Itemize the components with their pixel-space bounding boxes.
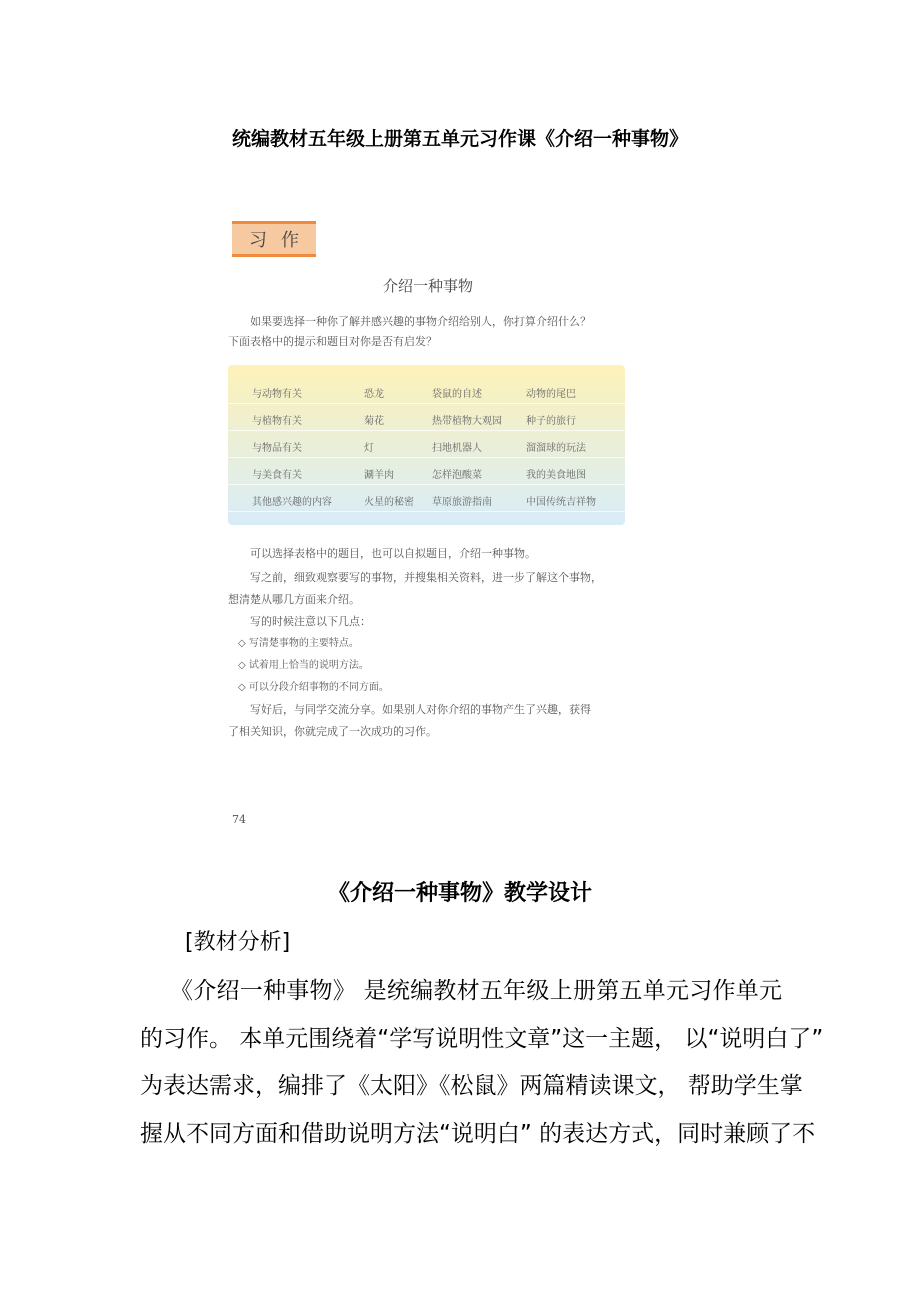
- textbook-intro-line: 如果要选择一种你了解并感兴趣的事物介绍给别人，你打算介绍什么？: [250, 315, 591, 328]
- body-line: 《介绍一种事物》 是统编教材五年级上册第五单元习作单元: [170, 978, 782, 1004]
- textbook-paragraph-line: 想清楚从哪几方面来介绍。: [228, 593, 360, 606]
- table-cell: 动物的尾巴: [526, 389, 576, 400]
- table-cell: 扫地机器人: [432, 443, 482, 454]
- table-row: [228, 485, 625, 512]
- textbook-title: 介绍一种事物: [382, 277, 473, 295]
- table-cell: 草原旅游指南: [432, 497, 492, 508]
- table-cell: 中国传统吉祥物: [526, 497, 596, 508]
- table-row: [228, 404, 625, 431]
- table-cell: 恐龙: [364, 389, 384, 400]
- textbook-paragraph-line: 写好后，与同学交流分享。如果别人对你介绍的事物产生了兴趣，获得: [250, 703, 591, 716]
- table-cell: 其他感兴趣的内容: [252, 497, 332, 508]
- section-heading: [教材分析]: [185, 930, 291, 955]
- table-cell: 溜溜球的玩法: [526, 443, 586, 454]
- textbook-paragraph-line: 可以选择表格中的题目，也可以自拟题目，介绍一种事物。: [250, 547, 536, 560]
- table-row: [228, 377, 625, 404]
- table-cell: 袋鼠的自述: [432, 389, 482, 400]
- table-cell: 怎样泡酸菜: [432, 470, 482, 481]
- table-cell: 种子的旅行: [526, 416, 576, 427]
- table-cell: 热带植物大观园: [432, 416, 502, 427]
- document-title: 统编教材五年级上册第五单元习作课《介绍一种事物》: [231, 128, 688, 150]
- body-line: 的习作。 本单元围绕着“学写说明性文章”这一主题， 以“说明白了”: [140, 1025, 824, 1052]
- table-cell: 菊花: [364, 416, 384, 427]
- textbook-paragraph-line: ◇ 试着用上恰当的说明方法。: [238, 660, 369, 671]
- topic-table: [228, 365, 625, 525]
- textbook-paragraph-line: ◇ 写清楚事物的主要特点。: [238, 638, 359, 649]
- table-cell: 与美食有关: [252, 470, 302, 481]
- textbook-paragraph-line: 了相关知识，你就完成了一次成功的习作。: [228, 725, 437, 738]
- table-cell: 我的美食地图: [526, 470, 586, 481]
- body-line: 为表达需求，编排了《太阳》《松鼠》两篇精读课文， 帮助学生掌: [140, 1073, 803, 1099]
- table-cell: 涮羊肉: [364, 470, 394, 481]
- body-line: 握从不同方面和借助说明方法“说明白” 的表达方式，同时兼顾了不: [140, 1120, 816, 1147]
- textbook-scan: [228, 215, 628, 835]
- textbook-paragraph-line: ◇ 可以分段介绍事物的不同方面。: [238, 682, 389, 693]
- table-cell: 与植物有关: [252, 416, 302, 427]
- textbook-intro-line: 下面表格中的提示和题目对你是否有启发？: [228, 335, 437, 348]
- page-number: 74: [232, 813, 246, 826]
- body-paragraph: [140, 968, 824, 1158]
- table-cell: 火星的秘密: [364, 497, 414, 508]
- exercise-badge: 习作: [232, 221, 316, 257]
- table-cell: 与动物有关: [252, 389, 302, 400]
- table-row: [228, 458, 625, 485]
- design-title: 《介绍一种事物》教学设计: [327, 881, 592, 906]
- table-cell: 与物品有关: [252, 443, 302, 454]
- table-cell: 灯: [364, 443, 374, 454]
- table-row: [228, 431, 625, 458]
- textbook-paragraph-line: 写之前，细致观察要写的事物，并搜集相关资料，进一步了解这个事物，: [250, 571, 602, 584]
- textbook-paragraph-line: 写的时候注意以下几点：: [250, 615, 371, 628]
